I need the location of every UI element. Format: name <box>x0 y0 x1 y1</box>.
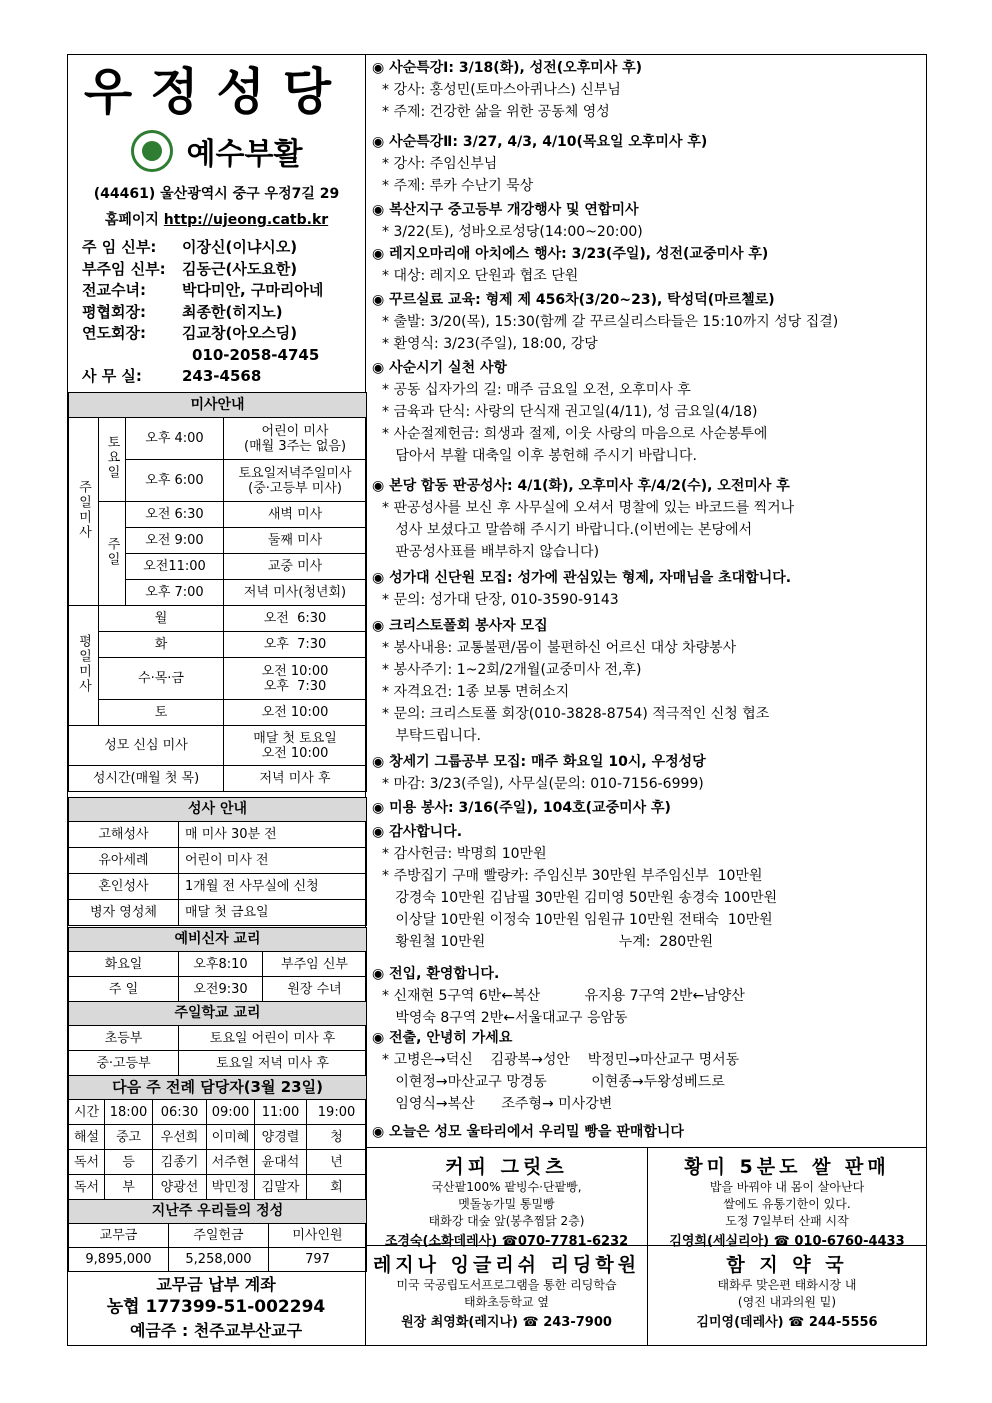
ad-contact: 조경숙(소화데레사) ☎070-7781-6232 <box>384 1234 629 1249</box>
staff-name: 이장신(이냐시오) <box>182 238 298 256</box>
catechumen-day: 주 일 <box>69 977 179 1002</box>
duty-cell: 09:00 <box>207 1100 255 1125</box>
address: (44461) 울산광역시 중구 우정7길 29 <box>93 186 340 202</box>
notice-line: * 감사헌금: 박명희 10만원 <box>382 846 547 862</box>
account-title: 교무금 납부 계좌 <box>156 1275 276 1294</box>
staff-name: 010-2058-4745 <box>192 345 320 364</box>
mass-table <box>68 392 367 792</box>
notice-line: * 주제: 건강한 삶을 위한 공동체 영성 <box>382 104 610 120</box>
ad-line: 미국 국공립도서프로그램을 통한 리딩학습 <box>396 1278 617 1292</box>
page-title: 우정성당 <box>83 62 350 121</box>
notice-heading: ◉ 복산지구 중고등부 개강행사 및 연합미사 <box>372 202 639 218</box>
notice-line: * 신재현 5구역 6반←복산 유지용 7구역 2반←남양산 <box>382 988 745 1004</box>
staff-name: 김동근(사도요한) <box>182 259 298 278</box>
notice-heading: ◉ 전입, 환영합니다. <box>372 966 500 982</box>
staff-row <box>82 302 365 324</box>
notice-line: * 고병은→덕신 김광복→성안 박정민→마산교구 명서동 <box>382 1052 740 1068</box>
notice-line: 이상달 10만원 이정숙 10만원 임원규 10만원 전태숙 10만원 <box>382 912 773 928</box>
homepage <box>68 209 365 229</box>
ad-coffee <box>366 1147 648 1249</box>
mass-name: 둘째 미사 <box>224 528 367 554</box>
marian-mass: 성모 신심 미사 <box>69 726 224 766</box>
catechumen-day: 화요일 <box>69 952 179 977</box>
notice-item <box>372 199 920 243</box>
weekday-day: 수·목·금 <box>99 658 224 700</box>
ad-title: 함 지 약 국 <box>726 1254 848 1276</box>
notice-heading: ◉ 사순특강Ⅱ: 3/27, 4/3, 4/10(목요일 오후미사 후) <box>372 134 708 150</box>
duty-cell: 19:00 <box>307 1100 367 1125</box>
ad-line: 쌀에도 유통기한이 있다. <box>723 1197 851 1211</box>
staff-row <box>82 237 365 259</box>
saturday-label: 토요일 <box>99 418 126 502</box>
duty-cell: 중고 <box>105 1125 153 1150</box>
sacrament-title: 성사 안내 <box>69 798 367 822</box>
notice-line: 강경숙 10만원 김남필 30만원 김미영 50만원 송경숙 100만원 <box>382 890 778 906</box>
catechumen-teacher: 원장 수녀 <box>263 977 367 1002</box>
ad-line: 태화초등학교 옆 <box>464 1295 549 1309</box>
notice-line: * 문의: 성가대 단장, 010-3590-9143 <box>382 592 619 608</box>
weekday-day: 토 <box>99 700 224 726</box>
ad-line: 태화강 대숲 앞(봉추찜닭 2층) <box>428 1214 585 1228</box>
duty-cell: 독서 <box>69 1175 105 1200</box>
notice-item <box>372 821 920 953</box>
offering-value: 797 <box>269 1248 367 1272</box>
weekday-time: 오전 10:00 <box>224 700 367 726</box>
mass-name: 교중 미사 <box>224 554 367 580</box>
staff-role: 평협회장: <box>82 302 146 321</box>
sunday-school-title: 주일학교 교리 <box>69 1002 367 1026</box>
notice-line: * 3/22(토), 성바오로성당(14:00~20:00) <box>382 224 643 240</box>
weekday-mass-label: 평일미사 <box>69 606 99 726</box>
offering-header: 교무금 <box>69 1224 169 1248</box>
duty-cell: 회 <box>307 1175 367 1200</box>
notice-item <box>372 567 920 611</box>
weekday-time: 오전 10:00 오후 7:30 <box>224 658 367 700</box>
notice-line: * 금육과 단식: 사랑의 단식재 권고일(4/11), 성 금요일(4/18) <box>382 404 758 420</box>
school-time: 토요일 어린이 미사 후 <box>179 1026 367 1051</box>
duty-cell: 년 <box>307 1150 367 1175</box>
duty-title: 다음 주 전례 담당자(3월 23일) <box>69 1076 367 1100</box>
catechumen-time: 오전9:30 <box>179 977 263 1002</box>
mass-time: 오후 7:00 <box>126 580 224 606</box>
notice-item <box>372 357 920 467</box>
notice-heading: ◉ 성가대 신단원 모집: 성가에 관심있는 형제, 자매님을 초대합니다. <box>372 570 792 586</box>
notice-heading: ◉ 크리스토폴회 봉사자 모집 <box>372 618 548 634</box>
staff-role: 연도회장: <box>82 324 146 342</box>
offering-title: 지난주 우리들의 정성 <box>69 1200 367 1224</box>
notice-line: * 마감: 3/23(주일), 사무실(문의: 010-7156-6999) <box>382 776 704 792</box>
staff-role <box>82 345 192 367</box>
duty-cell: 청 <box>307 1125 367 1150</box>
sacrament-info: 어린이 미사 전 <box>179 848 367 874</box>
weekday-day: 월 <box>99 606 224 632</box>
staff-row <box>82 345 365 367</box>
notice-heading: ◉ 전출, 안녕히 가세요 <box>372 1030 513 1046</box>
duty-cell: 박민정 <box>207 1175 255 1200</box>
catechumen-time: 오후8:10 <box>179 952 263 977</box>
ad-rice <box>648 1147 926 1249</box>
ad-title: 커피 그릿츠 <box>445 1156 568 1178</box>
staff-row <box>82 323 365 345</box>
mass-name: 저녁 미사(청년회) <box>224 580 367 606</box>
account-box <box>68 1273 364 1342</box>
staff-name: 243-4568 <box>182 367 262 385</box>
notice-line: * 환영식: 3/23(주일), 18:00, 강당 <box>382 336 598 352</box>
notice-heading: ◉ 꾸르실료 교육: 형제 제 456차(3/20~23), 탁성덕(마르첼로) <box>372 292 775 308</box>
duty-cell: 이미혜 <box>207 1125 255 1150</box>
sacrament-table <box>68 797 367 926</box>
notice-line: 성사 보셨다고 말씀해 주시기 바랍니다.(이번에는 본당에서 <box>382 522 753 538</box>
mass-time: 오후 6:00 <box>126 460 224 502</box>
duty-cell: 김종기 <box>153 1150 207 1175</box>
mass-name: 새벽 미사 <box>224 502 367 528</box>
duty-cell: 서주현 <box>207 1150 255 1175</box>
notice-item <box>372 475 920 563</box>
subtitle-row <box>68 125 365 177</box>
offering-value: 9,895,000 <box>69 1248 169 1272</box>
mass-title: 미사안내 <box>69 393 367 418</box>
mass-time: 오전 9:00 <box>126 528 224 554</box>
staff-row <box>82 366 365 388</box>
duty-cell: 11:00 <box>255 1100 307 1125</box>
sunday-label: 주일 <box>99 502 126 606</box>
notice-line: * 봉사내용: 교통불편/몸이 불편하신 어르신 대상 차량봉사 <box>382 640 737 656</box>
bulletin-frame <box>67 54 927 1346</box>
holy-hour: 성시간(매월 첫 목) <box>69 766 224 792</box>
sunday-school-table <box>68 1001 367 1076</box>
marian-mass-time: 매달 첫 토요일 오전 10:00 <box>224 726 367 766</box>
notice-line: * 봉사주기: 1~2회/2개월(교중미사 전,후) <box>382 662 642 678</box>
weekday-time: 오전 6:30 <box>224 606 367 632</box>
homepage-label: 홈페이지 <box>104 212 159 228</box>
staff-row <box>82 280 365 302</box>
notice-heading: ◉ 사순시기 실천 사항 <box>372 360 508 376</box>
staff-name: 최종한(히지노) <box>182 302 283 321</box>
notice-heading: ◉ 본당 합동 판공성사: 4/1(화), 오후미사 후/4/2(수), 오전미사 후 <box>372 478 790 494</box>
account-holder: 예금주 : 천주교부산교구 <box>129 1321 303 1340</box>
notice-item <box>372 797 920 819</box>
duty-table <box>68 1075 367 1200</box>
sacrament-name: 병자 영성체 <box>69 900 179 926</box>
notice-item <box>372 289 920 355</box>
duty-cell: 양광선 <box>153 1175 207 1200</box>
ad-title: 레지나 잉글리쉬 리딩학원 <box>372 1254 641 1276</box>
notice-line: 임영식→복산 조주형→ 미사강변 <box>382 1096 613 1112</box>
offering-table <box>68 1199 367 1272</box>
school-grade: 초등부 <box>69 1026 179 1051</box>
sacrament-name: 혼인성사 <box>69 874 179 900</box>
duty-cell: 김말자 <box>255 1175 307 1200</box>
mass-name: 어린이 미사 (매월 3주는 없음) <box>224 418 367 460</box>
notice-line: * 출발: 3/20(목), 15:30(함께 갈 꾸르실리스타들은 15:10까지 성당 집결) <box>382 314 839 330</box>
duty-cell: 18:00 <box>105 1100 153 1125</box>
catechumen-table <box>68 927 367 1002</box>
notice-line: 박영숙 8구역 2반←서울대교구 응암동 <box>382 1010 628 1026</box>
ad-academy <box>366 1245 648 1345</box>
homepage-link[interactable]: http://ujeong.catb.kr <box>163 212 329 228</box>
sunday-mass-label: 주일미사 <box>69 418 99 606</box>
sacrament-name: 유아세례 <box>69 848 179 874</box>
notice-heading: ◉ 오늘은 성모 울타리에서 우리밀 빵을 판매합니다 <box>372 1124 684 1140</box>
notice-item <box>372 615 920 747</box>
notice-item <box>372 751 920 795</box>
school-grade: 중·고등부 <box>69 1051 179 1076</box>
sacrament-info: 매달 첫 금요일 <box>179 900 367 926</box>
ad-contact: 김미영(데레사) ☎ 244-5556 <box>696 1315 878 1330</box>
duty-cell: 윤대석 <box>255 1150 307 1175</box>
notice-item <box>372 963 920 1029</box>
offering-value: 5,258,000 <box>169 1248 269 1272</box>
staff-role: 전교수녀: <box>82 281 146 299</box>
duty-cell: 우선희 <box>153 1125 207 1150</box>
parish-logo-icon <box>131 130 173 172</box>
school-time: 토요일 저녁 미사 후 <box>179 1051 367 1076</box>
weekday-time: 오후 7:30 <box>224 632 367 658</box>
offering-header: 미사인원 <box>269 1224 367 1248</box>
notice-heading: ◉ 레지오마리애 아치에스 행사: 3/23(주일), 성전(교중미사 후) <box>372 246 769 262</box>
duty-cell: 해설 <box>69 1125 105 1150</box>
offering-header: 주일헌금 <box>169 1224 269 1248</box>
duty-cell: 06:30 <box>153 1100 207 1125</box>
ad-line: 밥을 바꿔야 내 몸이 살아난다 <box>709 1180 865 1194</box>
mass-time: 오전 6:30 <box>126 502 224 528</box>
notice-line: * 자격요건: 1종 보통 면허소지 <box>382 684 570 700</box>
notice-line: * 사순절제헌금: 희생과 절제, 이웃 사랑의 마음으로 사순봉투에 <box>382 426 768 442</box>
duty-cell: 독서 <box>69 1150 105 1175</box>
notice-line: 황원철 10만원 누계: 280만원 <box>382 934 714 950</box>
weekday-day: 화 <box>99 632 224 658</box>
notice-line: 이현정→마산교구 망경동 이현종→두왕성베드로 <box>382 1074 725 1090</box>
notice-heading: ◉ 창세기 그룹공부 모집: 매주 화요일 10시, 우정성당 <box>372 754 706 770</box>
ad-line: 멧돌농가밀 통밀빵 <box>458 1197 555 1211</box>
mass-time: 오전11:00 <box>126 554 224 580</box>
notice-item <box>372 1121 920 1143</box>
sacrament-name: 고해성사 <box>69 822 179 848</box>
ad-pharmacy <box>648 1245 926 1345</box>
holy-hour-time: 저녁 미사 후 <box>224 766 367 792</box>
account-number: 농협 177399-51-002294 <box>106 1297 326 1317</box>
notice-heading: ◉ 미용 봉사: 3/16(주일), 104호(교중미사 후) <box>372 800 671 816</box>
staff-name: 박다미안, 구마리아네 <box>182 281 324 299</box>
notice-line: * 공동 십자가의 길: 매주 금요일 오전, 오후미사 후 <box>382 382 691 398</box>
notice-line: * 강사: 주임신부님 <box>382 156 498 172</box>
sacrament-info: 매 미사 30분 전 <box>179 822 367 848</box>
staff-list <box>82 237 365 388</box>
notice-item <box>372 57 920 123</box>
ad-line: 태화루 맞은편 태화시장 내 <box>717 1278 857 1292</box>
sacrament-info: 1개월 전 사무실에 신청 <box>179 874 367 900</box>
notice-item <box>372 1027 920 1115</box>
notice-line: 담아서 부활 대축일 이후 봉헌해 주시기 바랍니다. <box>382 448 697 464</box>
notice-line: * 강사: 홍성민(토마스아퀴나스) 신부님 <box>382 82 621 98</box>
left-column <box>68 55 366 1345</box>
staff-role: 부주임 신부: <box>82 259 166 278</box>
catechumen-title: 예비신자 교리 <box>69 928 367 952</box>
notice-line: * 주제: 루카 수난기 묵상 <box>382 178 534 194</box>
notice-line: * 주방집기 구매 빨랑카: 주임신부 30만원 부주임신부 10만원 <box>382 868 763 884</box>
ad-line: 국산팥100% 팥빙수·단팥빵, <box>431 1180 582 1194</box>
notice-item <box>372 243 920 287</box>
notice-item <box>372 131 920 197</box>
notice-line: * 대상: 레지오 단원과 협조 단원 <box>382 268 579 284</box>
notice-line: * 판공성사를 보신 후 사무실에 오셔서 명찰에 있는 바코드를 찍거나 <box>382 500 795 516</box>
notice-line: * 문의: 크리스토폴 회장(010-3828-8754) 적극적인 신청 협조 <box>382 706 770 722</box>
notice-heading: ◉ 감사합니다. <box>372 824 463 840</box>
duty-cell: 시간 <box>69 1100 105 1125</box>
staff-row <box>82 259 365 281</box>
ad-contact: 김영희(세실리아) ☎ 010-6760-4433 <box>669 1234 905 1249</box>
duty-cell: 부 <box>105 1175 153 1200</box>
notice-line: 판공성사표를 배부하지 않습니다) <box>382 544 600 560</box>
ad-line: 도정 7일부터 산패 시작 <box>725 1214 849 1228</box>
staff-role: 주 임 신부: <box>82 238 157 256</box>
subtitle: 예수부활 <box>186 137 303 172</box>
staff-name: 김교창(아오스딩) <box>182 324 298 342</box>
ad-line: (영진 내과의원 밑) <box>737 1295 837 1309</box>
staff-role: 사 무 실: <box>82 367 142 385</box>
duty-cell: 양경렬 <box>255 1125 307 1150</box>
mass-name: 토요일저녁주일미사 (중·고등부 미사) <box>224 460 367 502</box>
ad-title: 황미 5분도 쌀 판매 <box>684 1156 890 1178</box>
notice-heading: ◉ 사순특강Ⅰ: 3/18(화), 성전(오후미사 후) <box>372 60 643 76</box>
catechumen-teacher: 부주임 신부 <box>263 952 367 977</box>
notice-line: 부탁드립니다. <box>382 728 481 744</box>
ad-contact: 원장 최영화(레지나) ☎ 243-7900 <box>401 1315 612 1330</box>
duty-cell: 등 <box>105 1150 153 1175</box>
mass-time: 오후 4:00 <box>126 418 224 460</box>
